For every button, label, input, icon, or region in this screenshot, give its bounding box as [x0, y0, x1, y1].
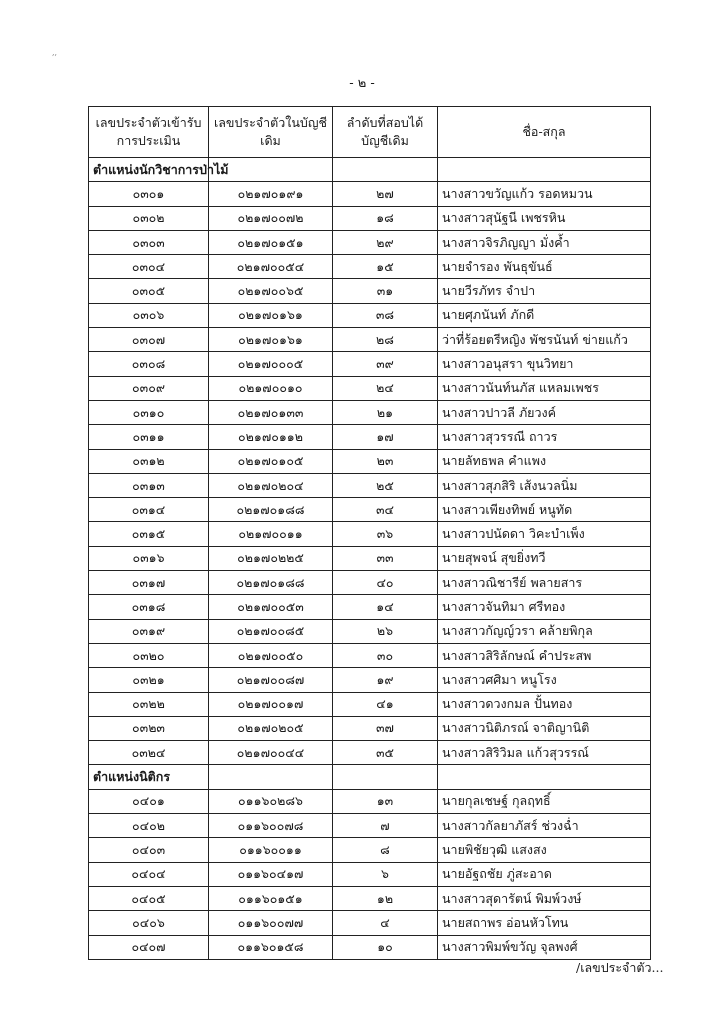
original-id-cell: ๐๒๑๗๐๐๕๐ [209, 643, 333, 667]
original-id-cell: ๐๒๑๗๐๐๐๕ [209, 352, 333, 376]
original-id-cell: ๐๑๑๖๐๑๕๑ [209, 886, 333, 910]
assessment-id-cell: ๐๔๐๕ [89, 886, 209, 910]
original-id-cell: ๐๑๑๖๐๐๗๗ [209, 911, 333, 935]
full-name-cell: นางสาวสุวรรณี ถาวร [438, 425, 651, 449]
table-row [89, 328, 651, 352]
original-id-cell: ๐๒๑๗๐๐๘๗ [209, 668, 333, 692]
original-id-cell: ๐๑๑๖๐๐๗๘ [209, 814, 333, 838]
table-row [89, 546, 651, 570]
original-rank-cell: ๓๘ [333, 303, 438, 327]
section-title: ตำแหน่งนิติกร [89, 765, 209, 789]
table-row [89, 473, 651, 497]
assessment-id-cell: ๐๓๑๖ [89, 546, 209, 570]
table-row [89, 182, 651, 206]
table-row [89, 571, 651, 595]
original-rank-cell: ๓๗ [333, 716, 438, 740]
assessment-id-cell: ๐๓๐๒ [89, 206, 209, 230]
full-name-cell: นางสาวดวงกมล ปั้นทอง [438, 692, 651, 716]
original-rank-cell: ๑๗ [333, 425, 438, 449]
assessment-id-cell: ๐๓๑๘ [89, 595, 209, 619]
header-assessment-id: เลขประจำตัวเข้ารับการประเมิน [89, 107, 209, 158]
full-name-cell: นายกุลเชษฐ์ กุลฤทธิ์ [438, 789, 651, 813]
original-id-cell: ๐๒๑๗๐๒๐๔ [209, 473, 333, 497]
full-name-cell: นางสาวเพียงทิพย์ หนูทัด [438, 498, 651, 522]
full-name-cell: นางสาวนิติภรณ์ จาติญานิติ [438, 716, 651, 740]
section-row [89, 158, 651, 182]
table-row [89, 230, 651, 254]
table-row [89, 935, 651, 959]
table-row [89, 619, 651, 643]
original-id-cell: ๐๒๑๗๐๑๖๑ [209, 328, 333, 352]
original-rank-cell: ๓๐ [333, 643, 438, 667]
original-rank-cell: ๒๗ [333, 182, 438, 206]
table-row [89, 838, 651, 862]
original-id-cell: ๐๒๑๗๐๐๑๑ [209, 522, 333, 546]
table-row [89, 522, 651, 546]
full-name-cell: นายสถาพร อ่อนหัวโทน [438, 911, 651, 935]
section-empty-cell [333, 158, 438, 182]
original-rank-cell: ๒๖ [333, 619, 438, 643]
assessment-id-cell: ๐๔๐๔ [89, 862, 209, 886]
roster-table [88, 106, 651, 960]
original-rank-cell: ๒๓ [333, 449, 438, 473]
assessment-id-cell: ๐๔๐๑ [89, 789, 209, 813]
assessment-id-cell: ๐๓๒๒ [89, 692, 209, 716]
original-id-cell: ๐๑๑๖๐๔๑๗ [209, 862, 333, 886]
original-id-cell: ๐๒๑๗๐๑๙๑ [209, 182, 333, 206]
full-name-cell: นางสาวกัลยาภัสร์ ช่วงฉ่ำ [438, 814, 651, 838]
table-row [89, 400, 651, 424]
assessment-id-cell: ๐๓๒๐ [89, 643, 209, 667]
original-id-cell: ๐๒๑๗๐๐๖๕ [209, 279, 333, 303]
table-row [89, 741, 651, 765]
assessment-id-cell: ๐๓๐๑ [89, 182, 209, 206]
assessment-id-cell: ๐๓๑๑ [89, 425, 209, 449]
original-rank-cell: ๒๔ [333, 376, 438, 400]
assessment-id-cell: ๐๓๐๕ [89, 279, 209, 303]
full-name-cell: นางสาวปนัดดา วิคะบำเพ็ง [438, 522, 651, 546]
full-name-cell: นางสาวศศิมา หนูโรง [438, 668, 651, 692]
full-name-cell: นางสาวพิมพ์ขวัญ จุลพงศ์ [438, 935, 651, 959]
original-rank-cell: ๖ [333, 862, 438, 886]
full-name-cell: นางสาวปาวลี ภัยวงค์ [438, 400, 651, 424]
assessment-id-cell: ๐๓๒๑ [89, 668, 209, 692]
full-name-cell: นายลัทธพล คำแพง [438, 449, 651, 473]
original-id-cell: ๐๒๑๗๐๐๑๗ [209, 692, 333, 716]
roster-body [89, 158, 651, 960]
full-name-cell: นายจำรอง พันธุขันธ์ [438, 255, 651, 279]
full-name-cell: นางสาวจันทิมา ศรีทอง [438, 595, 651, 619]
full-name-cell: นายศุภนันท์ ภักดี [438, 303, 651, 327]
original-id-cell: ๐๑๑๖๐๒๘๖ [209, 789, 333, 813]
stray-scan-mark: ,, [52, 48, 58, 57]
original-rank-cell: ๑๔ [333, 595, 438, 619]
original-id-cell: ๐๒๑๗๐๐๕๔ [209, 255, 333, 279]
full-name-cell: นางสาวสุภสิริ เส้งนวลนิ่ม [438, 473, 651, 497]
full-name-cell: นายพิชัยวุฒิ แสงสง [438, 838, 651, 862]
full-name-cell: นายวีรภัทร จำปา [438, 279, 651, 303]
table-row [89, 789, 651, 813]
header-original-rank: ลำดับที่สอบได้บัญชีเดิม [333, 107, 438, 158]
table-row [89, 643, 651, 667]
assessment-id-cell: ๐๓๐๘ [89, 352, 209, 376]
table-row [89, 498, 651, 522]
original-id-cell: ๐๒๑๗๐๑๘๘ [209, 498, 333, 522]
assessment-id-cell: ๐๔๐๗ [89, 935, 209, 959]
original-rank-cell: ๑๕ [333, 255, 438, 279]
original-rank-cell: ๔๑ [333, 692, 438, 716]
section-empty-cell [333, 765, 438, 789]
full-name-cell: นางสาวสุนัฐนี เพชรหิน [438, 206, 651, 230]
original-rank-cell: ๓๖ [333, 522, 438, 546]
full-name-cell: นางสาวอนุสรา ขุนวิทยา [438, 352, 651, 376]
original-rank-cell: ๑๓ [333, 789, 438, 813]
original-id-cell: ๐๒๑๗๐๑๖๑ [209, 303, 333, 327]
table-header-row [89, 107, 651, 158]
assessment-id-cell: ๐๓๑๔ [89, 498, 209, 522]
table-row [89, 376, 651, 400]
original-id-cell: ๐๒๑๗๐๑๕๑ [209, 230, 333, 254]
original-id-cell: ๐๒๑๗๐๑๐๕ [209, 449, 333, 473]
assessment-id-cell: ๐๓๑๙ [89, 619, 209, 643]
table-row [89, 303, 651, 327]
assessment-id-cell: ๐๓๐๙ [89, 376, 209, 400]
table-row [89, 425, 651, 449]
original-rank-cell: ๓๓ [333, 546, 438, 570]
assessment-id-cell: ๐๔๐๒ [89, 814, 209, 838]
assessment-id-cell: ๐๓๑๒ [89, 449, 209, 473]
assessment-id-cell: ๐๓๑๕ [89, 522, 209, 546]
full-name-cell: นางสาวสิริลักษณ์ คำประสพ [438, 643, 651, 667]
full-name-cell: นางสาวสุดารัตน์ พิมพ์วงษ์ [438, 886, 651, 910]
original-rank-cell: ๓๕ [333, 741, 438, 765]
section-row [89, 765, 651, 789]
full-name-cell: นางสาวณิชารีย์ พลายสาร [438, 571, 651, 595]
full-name-cell: ว่าที่ร้อยตรีหญิง พัชรนันท์ ข่ายแก้ว [438, 328, 651, 352]
header-original-id: เลขประจำตัวในบัญชีเดิม [209, 107, 333, 158]
original-rank-cell: ๔๐ [333, 571, 438, 595]
original-id-cell: ๐๒๑๗๐๐๗๒ [209, 206, 333, 230]
original-id-cell: ๐๒๑๗๐๐๕๓ [209, 595, 333, 619]
assessment-id-cell: ๐๓๐๗ [89, 328, 209, 352]
original-rank-cell: ๒๑ [333, 400, 438, 424]
original-rank-cell: ๑๘ [333, 206, 438, 230]
full-name-cell: นายสุพจน์ สุขยิ่งทวี [438, 546, 651, 570]
assessment-id-cell: ๐๓๐๓ [89, 230, 209, 254]
original-id-cell: ๐๒๑๗๐๑๘๘ [209, 571, 333, 595]
table-row [89, 692, 651, 716]
original-rank-cell: ๓๑ [333, 279, 438, 303]
original-rank-cell: ๔ [333, 911, 438, 935]
assessment-id-cell: ๐๓๑๐ [89, 400, 209, 424]
original-rank-cell: ๑๒ [333, 886, 438, 910]
table-row [89, 668, 651, 692]
page-number: - ๒ - [349, 76, 375, 91]
table-row [89, 814, 651, 838]
original-rank-cell: ๒๘ [333, 328, 438, 352]
original-rank-cell: ๒๙ [333, 230, 438, 254]
original-id-cell: ๐๑๑๖๐๐๑๑ [209, 838, 333, 862]
original-rank-cell: ๗ [333, 814, 438, 838]
original-rank-cell: ๑๐ [333, 935, 438, 959]
original-rank-cell: ๓๙ [333, 352, 438, 376]
full-name-cell: นางสาวขวัญแก้ว รอดหมวน [438, 182, 651, 206]
full-name-cell: นางสาวนันท์นภัส แหลมเพชร [438, 376, 651, 400]
header-full-name: ชื่อ-สกุล [438, 107, 651, 158]
table-row [89, 279, 651, 303]
table-row [89, 206, 651, 230]
table-row [89, 595, 651, 619]
original-id-cell: ๐๒๑๗๐๐๘๕ [209, 619, 333, 643]
assessment-id-cell: ๐๔๐๖ [89, 911, 209, 935]
table-row [89, 862, 651, 886]
section-empty-cell [209, 765, 333, 789]
original-rank-cell: ๒๕ [333, 473, 438, 497]
assessment-id-cell: ๐๓๐๖ [89, 303, 209, 327]
full-name-cell: นายอัฐถชัย ภู่สะอาด [438, 862, 651, 886]
continued-note: /เลขประจำตัว... [576, 960, 664, 975]
table-row [89, 716, 651, 740]
original-id-cell: ๐๒๑๗๐๒๐๕ [209, 716, 333, 740]
original-rank-cell: ๓๔ [333, 498, 438, 522]
original-rank-cell: ๘ [333, 838, 438, 862]
full-name-cell: นางสาวจิรภิญญา มั่งค้ำ [438, 230, 651, 254]
full-name-cell: นางสาวกัญญ์วรา คล้ายพิกุล [438, 619, 651, 643]
table-row [89, 886, 651, 910]
original-id-cell: ๐๑๑๖๐๑๕๘ [209, 935, 333, 959]
assessment-id-cell: ๐๓๑๓ [89, 473, 209, 497]
table-row [89, 255, 651, 279]
table-row [89, 352, 651, 376]
assessment-id-cell: ๐๓๒๔ [89, 741, 209, 765]
assessment-id-cell: ๐๓๒๓ [89, 716, 209, 740]
table-row [89, 449, 651, 473]
full-name-cell: นางสาวสิริวิมล แก้วสุวรรณ์ [438, 741, 651, 765]
section-empty-cell [438, 765, 651, 789]
assessment-id-cell: ๐๔๐๓ [89, 838, 209, 862]
original-id-cell: ๐๒๑๗๐๑๓๓ [209, 400, 333, 424]
original-rank-cell: ๑๙ [333, 668, 438, 692]
section-title: ตำแหน่งนักวิชาการป่าไม้ [89, 158, 209, 182]
assessment-id-cell: ๐๓๐๔ [89, 255, 209, 279]
original-id-cell: ๐๒๑๗๐๐๔๔ [209, 741, 333, 765]
original-id-cell: ๐๒๑๗๐๐๑๐ [209, 376, 333, 400]
table-row [89, 911, 651, 935]
original-id-cell: ๐๒๑๗๐๑๑๒ [209, 425, 333, 449]
original-id-cell: ๐๒๑๗๐๒๒๕ [209, 546, 333, 570]
section-empty-cell [438, 158, 651, 182]
assessment-id-cell: ๐๓๑๗ [89, 571, 209, 595]
